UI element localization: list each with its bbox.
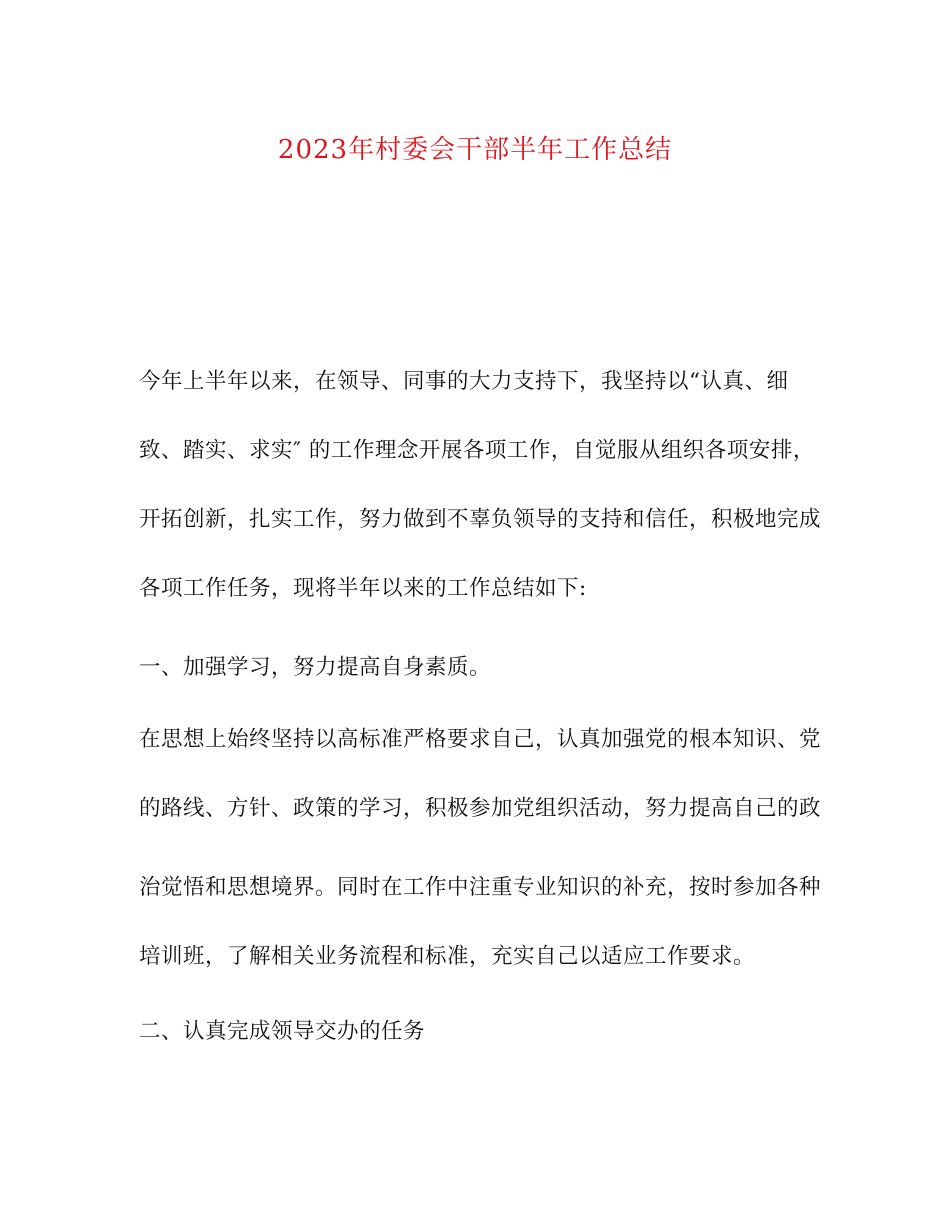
paragraph-line: 开拓创新，扎实工作，努力做到不辜负领导的支持和信任，积极地完成 [139,507,822,532]
document-title: 2023年村委会干部半年工作总结 [277,135,673,165]
paragraph-line: 各项工作任务，现将半年以来的工作总结如下: [139,576,587,601]
section-heading-1: 一、加强学习，努力提高自身素质。 [139,655,492,680]
paragraph-line: 在思想上始终坚持以高标准严格要求自己，认真加强党的根本知识、党 [139,727,822,752]
section-heading-2: 二、认真完成领导交办的任务 [139,1019,426,1044]
paragraph-line: 今年上半年以来，在领导、同事的大力支持下，我坚持以“认真、细 [139,369,789,394]
paragraph-line: 治觉悟和思想境界。同时在工作中注重专业知识的补充，按时参加各种 [139,875,822,900]
paragraph-line: 培训班，了解相关业务流程和标准，充实自己以适应工作要求。 [139,944,756,969]
paragraph-line: 致、踏实、求实″ 的工作理念开展各项工作，自觉服从组织各项安排， [139,438,815,463]
paragraph-line: 的路线、方针、政策的学习，积极参加党组织活动，努力提高自己的政 [139,796,822,821]
